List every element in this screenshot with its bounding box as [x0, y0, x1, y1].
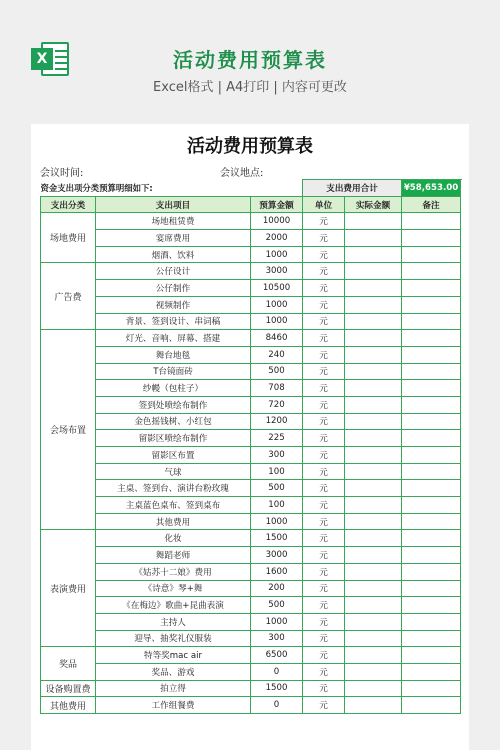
item-name-cell[interactable]: 其他费用: [96, 513, 251, 530]
item-name-cell[interactable]: 《姑苏十二娘》费用: [96, 563, 251, 580]
category-cell[interactable]: 广告费: [41, 263, 96, 330]
table-row: [41, 396, 461, 413]
unit-cell[interactable]: 元: [303, 597, 345, 614]
actual-amount-cell[interactable]: [345, 463, 402, 480]
budget-amount-cell[interactable]: 1000: [251, 246, 303, 263]
item-name-cell[interactable]: 迎导、抽奖礼仪服装: [96, 630, 251, 647]
remark-cell[interactable]: [402, 547, 461, 564]
remark-cell[interactable]: [402, 213, 461, 230]
actual-amount-cell[interactable]: [345, 480, 402, 497]
unit-cell[interactable]: 元: [303, 330, 345, 347]
budget-amount-cell[interactable]: 200: [251, 580, 303, 597]
remark-cell[interactable]: [402, 413, 461, 430]
table-row: [41, 296, 461, 313]
budget-amount-cell[interactable]: 10000: [251, 213, 303, 230]
col-header: 单位: [303, 196, 345, 213]
item-name-cell[interactable]: 背景、签到设计、串词稿: [96, 313, 251, 330]
table-row: [41, 213, 461, 230]
summary-row: [41, 180, 461, 197]
actual-amount-cell[interactable]: [345, 663, 402, 680]
budget-amount-cell[interactable]: 240: [251, 346, 303, 363]
col-header: 支出分类: [41, 196, 96, 213]
item-name-cell[interactable]: 视频制作: [96, 296, 251, 313]
remark-cell[interactable]: [402, 563, 461, 580]
table-row: [41, 230, 461, 247]
category-cell[interactable]: 设备购置费: [41, 680, 96, 697]
table-row: [41, 547, 461, 564]
remark-cell[interactable]: [402, 330, 461, 347]
budget-amount-cell[interactable]: 8460: [251, 330, 303, 347]
table-row: [41, 413, 461, 430]
budget-amount-cell[interactable]: 100: [251, 463, 303, 480]
unit-cell[interactable]: 元: [303, 363, 345, 380]
unit-cell[interactable]: 元: [303, 580, 345, 597]
actual-amount-cell[interactable]: [345, 246, 402, 263]
unit-cell[interactable]: 元: [303, 680, 345, 697]
table-row: [41, 580, 461, 597]
item-name-cell[interactable]: 气球: [96, 463, 251, 480]
actual-amount-cell[interactable]: [345, 647, 402, 664]
category-cell[interactable]: 会场布置: [41, 330, 96, 530]
table-row: [41, 663, 461, 680]
actual-amount-cell[interactable]: [345, 380, 402, 397]
unit-cell[interactable]: 元: [303, 530, 345, 547]
budget-amount-cell[interactable]: 500: [251, 480, 303, 497]
actual-amount-cell[interactable]: [345, 330, 402, 347]
remark-cell[interactable]: [402, 396, 461, 413]
item-name-cell[interactable]: 《诗意》琴+舞: [96, 580, 251, 597]
category-cell[interactable]: 奖品: [41, 647, 96, 680]
table-row: [41, 530, 461, 547]
unit-cell[interactable]: 元: [303, 447, 345, 464]
budget-amount-cell[interactable]: 1200: [251, 413, 303, 430]
budget-amount-cell[interactable]: 300: [251, 630, 303, 647]
category-cell[interactable]: 表演费用: [41, 530, 96, 647]
item-name-cell[interactable]: 纱幔（包柱子）: [96, 380, 251, 397]
actual-amount-cell[interactable]: [345, 346, 402, 363]
unit-cell[interactable]: 元: [303, 497, 345, 514]
actual-amount-cell[interactable]: [345, 396, 402, 413]
remark-cell[interactable]: [402, 463, 461, 480]
item-name-cell[interactable]: 金色摇钱树、小红包: [96, 413, 251, 430]
banner-subtitle: Excel格式 | A4打印 | 内容可更改: [153, 80, 347, 95]
actual-amount-cell[interactable]: [345, 597, 402, 614]
remark-cell[interactable]: [402, 230, 461, 247]
budget-amount-cell[interactable]: 100: [251, 497, 303, 514]
budget-amount-cell[interactable]: 1000: [251, 296, 303, 313]
item-name-cell[interactable]: 奖品、游戏: [96, 663, 251, 680]
budget-amount-cell[interactable]: 6500: [251, 647, 303, 664]
category-cell[interactable]: 场地费用: [41, 213, 96, 263]
item-name-cell[interactable]: 拍立得: [96, 680, 251, 697]
actual-amount-cell[interactable]: [345, 263, 402, 280]
actual-amount-cell[interactable]: [345, 313, 402, 330]
item-name-cell[interactable]: 主桌、签到台、演讲台粉玫瑰: [96, 480, 251, 497]
actual-amount-cell[interactable]: [345, 230, 402, 247]
budget-amount-cell[interactable]: 0: [251, 663, 303, 680]
col-header: 实际金额: [345, 196, 402, 213]
remark-cell[interactable]: [402, 697, 461, 714]
actual-amount-cell[interactable]: [345, 547, 402, 564]
remark-cell[interactable]: [402, 613, 461, 630]
table-row: [41, 647, 461, 664]
table-row: [41, 263, 461, 280]
table-row: [41, 497, 461, 514]
table-row: [41, 463, 461, 480]
remark-cell[interactable]: [402, 296, 461, 313]
total-value[interactable]: ¥58,653.00: [402, 180, 461, 197]
item-name-cell[interactable]: 场地租赁费: [96, 213, 251, 230]
table-row: [41, 697, 461, 714]
unit-cell[interactable]: 元: [303, 296, 345, 313]
remark-cell[interactable]: [402, 263, 461, 280]
actual-amount-cell[interactable]: [345, 280, 402, 297]
table-row: [41, 380, 461, 397]
unit-cell[interactable]: 元: [303, 480, 345, 497]
unit-cell[interactable]: 元: [303, 630, 345, 647]
header-row: [41, 196, 461, 213]
table-row: [41, 280, 461, 297]
budget-amount-cell[interactable]: 1000: [251, 313, 303, 330]
unit-cell[interactable]: 元: [303, 246, 345, 263]
unit-cell[interactable]: 元: [303, 463, 345, 480]
item-name-cell[interactable]: 主桌蓝色桌布、签到桌布: [96, 497, 251, 514]
item-name-cell[interactable]: 舞蹈老师: [96, 547, 251, 564]
table-row: [41, 613, 461, 630]
sheet-title: 活动费用预算表: [187, 136, 313, 157]
remark-cell[interactable]: [402, 647, 461, 664]
item-name-cell[interactable]: 留影区喷绘布制作: [96, 430, 251, 447]
remark-cell[interactable]: [402, 346, 461, 363]
item-name-cell[interactable]: 公仔设计: [96, 263, 251, 280]
remark-cell[interactable]: [402, 513, 461, 530]
unit-cell[interactable]: 元: [303, 697, 345, 714]
budget-amount-cell[interactable]: 3000: [251, 263, 303, 280]
remark-cell[interactable]: [402, 663, 461, 680]
remark-cell[interactable]: [402, 630, 461, 647]
actual-amount-cell[interactable]: [345, 213, 402, 230]
item-name-cell[interactable]: 《在梅边》歌曲+昆曲表演: [96, 597, 251, 614]
budget-amount-cell[interactable]: 3000: [251, 547, 303, 564]
table-row: [41, 480, 461, 497]
table-row: [41, 430, 461, 447]
item-name-cell[interactable]: T台镜面砖: [96, 363, 251, 380]
actual-amount-cell[interactable]: [345, 630, 402, 647]
table-row: [41, 330, 461, 347]
table-row: [41, 363, 461, 380]
remark-cell[interactable]: [402, 597, 461, 614]
budget-amount-cell[interactable]: 2000: [251, 230, 303, 247]
item-name-cell[interactable]: 灯光、音响、屏幕、搭建: [96, 330, 251, 347]
unit-cell[interactable]: 元: [303, 663, 345, 680]
remark-cell[interactable]: [402, 447, 461, 464]
unit-cell[interactable]: 元: [303, 346, 345, 363]
actual-amount-cell[interactable]: [345, 613, 402, 630]
banner-title: 活动费用预算表: [173, 48, 327, 72]
budget-amount-cell[interactable]: 10500: [251, 280, 303, 297]
actual-amount-cell[interactable]: [345, 430, 402, 447]
total-label: 支出费用合计: [303, 180, 402, 197]
detail-label: 资金支出项分类预算明细如下:: [40, 182, 153, 193]
unit-cell[interactable]: 元: [303, 647, 345, 664]
remark-cell[interactable]: [402, 430, 461, 447]
col-header: 预算金额: [251, 196, 303, 213]
actual-amount-cell[interactable]: [345, 296, 402, 313]
item-name-cell[interactable]: 签到处喷绘布制作: [96, 396, 251, 413]
remark-cell[interactable]: [402, 497, 461, 514]
budget-amount-cell[interactable]: 708: [251, 380, 303, 397]
actual-amount-cell[interactable]: [345, 363, 402, 380]
item-name-cell[interactable]: 主持人: [96, 613, 251, 630]
unit-cell[interactable]: 元: [303, 413, 345, 430]
remark-cell[interactable]: [402, 530, 461, 547]
unit-cell[interactable]: 元: [303, 430, 345, 447]
item-name-cell[interactable]: 化妆: [96, 530, 251, 547]
actual-amount-cell[interactable]: [345, 680, 402, 697]
actual-amount-cell[interactable]: [345, 697, 402, 714]
budget-amount-cell[interactable]: 720: [251, 396, 303, 413]
actual-amount-cell[interactable]: [345, 580, 402, 597]
remark-cell[interactable]: [402, 680, 461, 697]
spreadsheet-page: [31, 124, 469, 750]
remark-cell[interactable]: [402, 313, 461, 330]
table-row: [41, 563, 461, 580]
remark-cell[interactable]: [402, 246, 461, 263]
budget-amount-cell[interactable]: 500: [251, 363, 303, 380]
banner: [0, 0, 500, 120]
budget-amount-cell[interactable]: 300: [251, 447, 303, 464]
unit-cell[interactable]: 元: [303, 213, 345, 230]
remark-cell[interactable]: [402, 380, 461, 397]
budget-amount-cell[interactable]: 1500: [251, 530, 303, 547]
actual-amount-cell[interactable]: [345, 413, 402, 430]
remark-cell[interactable]: [402, 280, 461, 297]
col-header: 备注: [402, 196, 461, 213]
unit-cell[interactable]: 元: [303, 613, 345, 630]
remark-cell[interactable]: [402, 580, 461, 597]
budget-amount-cell[interactable]: 1500: [251, 680, 303, 697]
budget-amount-cell[interactable]: 225: [251, 430, 303, 447]
unit-cell[interactable]: 元: [303, 547, 345, 564]
budget-amount-cell[interactable]: 0: [251, 697, 303, 714]
item-name-cell[interactable]: 工作组餐费: [96, 697, 251, 714]
table-row: [41, 680, 461, 697]
unit-cell[interactable]: 元: [303, 380, 345, 397]
category-cell[interactable]: 其他费用: [41, 697, 96, 714]
item-name-cell[interactable]: 留影区布置: [96, 447, 251, 464]
actual-amount-cell[interactable]: [345, 530, 402, 547]
budget-amount-cell[interactable]: 1600: [251, 563, 303, 580]
budget-amount-cell[interactable]: 1000: [251, 513, 303, 530]
unit-cell[interactable]: 元: [303, 563, 345, 580]
table-row: [41, 630, 461, 647]
item-name-cell[interactable]: 宴席费用: [96, 230, 251, 247]
remark-cell[interactable]: [402, 480, 461, 497]
item-name-cell[interactable]: 公仔制作: [96, 280, 251, 297]
meeting-place-label: 会议地点:: [220, 168, 264, 179]
budget-amount-cell[interactable]: 1000: [251, 613, 303, 630]
unit-cell[interactable]: 元: [303, 280, 345, 297]
actual-amount-cell[interactable]: [345, 497, 402, 514]
table-row: [41, 597, 461, 614]
table-row: [41, 447, 461, 464]
actual-amount-cell[interactable]: [345, 513, 402, 530]
item-name-cell[interactable]: 烟酒、饮料: [96, 246, 251, 263]
excel-icon-letter: X: [31, 48, 53, 70]
remark-cell[interactable]: [402, 363, 461, 380]
budget-amount-cell[interactable]: 500: [251, 597, 303, 614]
item-name-cell[interactable]: 特等奖mac air: [96, 647, 251, 664]
actual-amount-cell[interactable]: [345, 447, 402, 464]
table-row: [41, 513, 461, 530]
table-row: [41, 346, 461, 363]
unit-cell[interactable]: 元: [303, 263, 345, 280]
unit-cell[interactable]: 元: [303, 313, 345, 330]
unit-cell[interactable]: 元: [303, 230, 345, 247]
table-row: [41, 246, 461, 263]
budget-table: [40, 179, 461, 714]
meeting-time-label: 会议时间:: [40, 168, 84, 179]
unit-cell[interactable]: 元: [303, 513, 345, 530]
table-row: [41, 313, 461, 330]
actual-amount-cell[interactable]: [345, 563, 402, 580]
unit-cell[interactable]: 元: [303, 396, 345, 413]
col-header: 支出项目: [96, 196, 251, 213]
item-name-cell[interactable]: 舞台地毯: [96, 346, 251, 363]
